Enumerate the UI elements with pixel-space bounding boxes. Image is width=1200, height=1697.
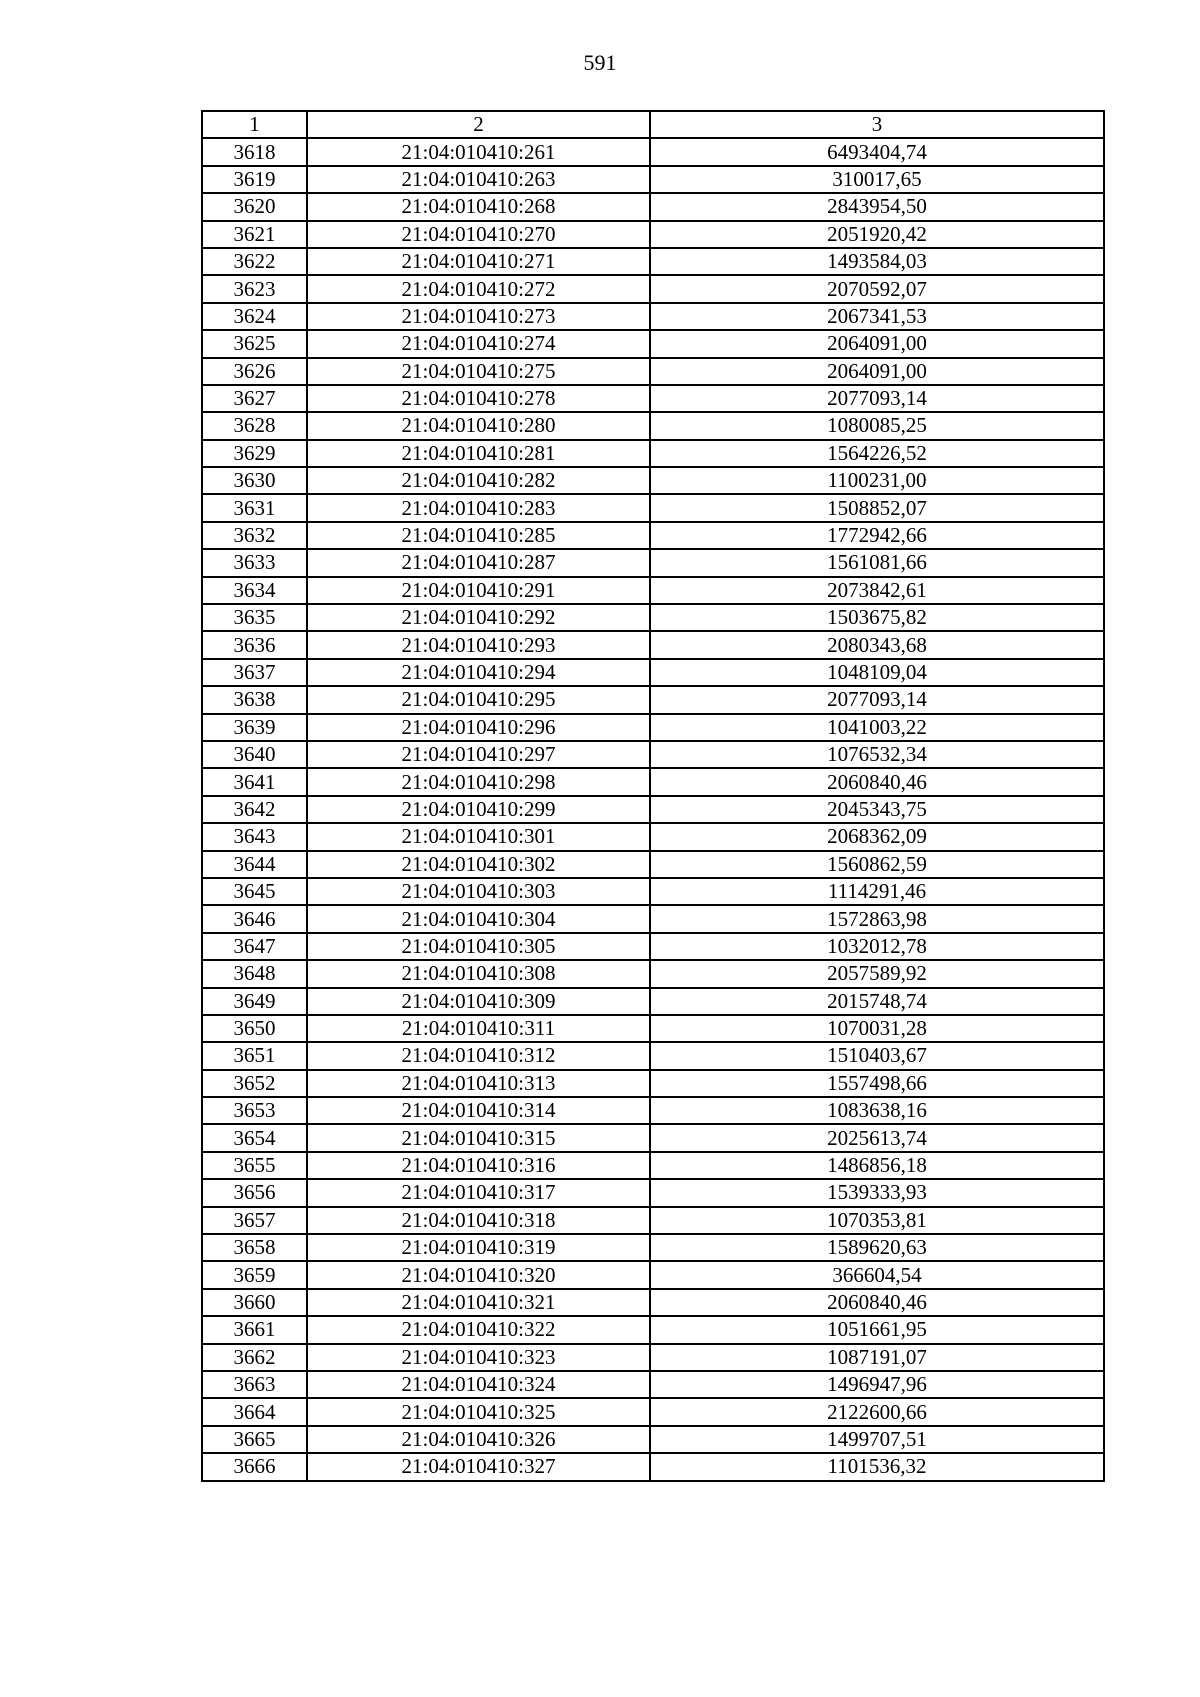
row-number: 3646 bbox=[202, 905, 307, 932]
cadastral-value: 1051661,95 bbox=[650, 1316, 1104, 1343]
row-number: 3665 bbox=[202, 1426, 307, 1453]
cadastral-value: 1493584,03 bbox=[650, 248, 1104, 275]
table-row bbox=[202, 796, 1104, 823]
cadastral-number: 21:04:010410:323 bbox=[307, 1344, 650, 1371]
row-number: 3649 bbox=[202, 988, 307, 1015]
row-number: 3619 bbox=[202, 166, 307, 193]
table-row bbox=[202, 878, 1104, 905]
cadastral-value: 2051920,42 bbox=[650, 221, 1104, 248]
row-number: 3650 bbox=[202, 1015, 307, 1042]
row-number: 3653 bbox=[202, 1097, 307, 1124]
cadastral-number: 21:04:010410:326 bbox=[307, 1426, 650, 1453]
cadastral-number: 21:04:010410:298 bbox=[307, 768, 650, 795]
cadastral-number: 21:04:010410:261 bbox=[307, 138, 650, 165]
table-row bbox=[202, 768, 1104, 795]
table-row bbox=[202, 686, 1104, 713]
row-number: 3634 bbox=[202, 577, 307, 604]
table-row bbox=[202, 1042, 1104, 1069]
table-row bbox=[202, 303, 1104, 330]
cadastral-value: 1486856,18 bbox=[650, 1152, 1104, 1179]
row-number: 3623 bbox=[202, 275, 307, 302]
row-number: 3626 bbox=[202, 358, 307, 385]
cadastral-number: 21:04:010410:308 bbox=[307, 960, 650, 987]
table-row bbox=[202, 138, 1104, 165]
table-row bbox=[202, 1289, 1104, 1316]
cadastral-value: 2843954,50 bbox=[650, 193, 1104, 220]
column-header-value: 3 bbox=[650, 111, 1104, 138]
cadastral-number: 21:04:010410:278 bbox=[307, 385, 650, 412]
cadastral-number: 21:04:010410:317 bbox=[307, 1179, 650, 1206]
cadastral-value: 1564226,52 bbox=[650, 440, 1104, 467]
cadastral-value: 2077093,14 bbox=[650, 385, 1104, 412]
table-row bbox=[202, 1344, 1104, 1371]
cadastral-value: 310017,65 bbox=[650, 166, 1104, 193]
cadastral-number: 21:04:010410:309 bbox=[307, 988, 650, 1015]
cadastral-number: 21:04:010410:325 bbox=[307, 1398, 650, 1425]
cadastral-number: 21:04:010410:291 bbox=[307, 577, 650, 604]
row-number: 3636 bbox=[202, 631, 307, 658]
cadastral-number: 21:04:010410:303 bbox=[307, 878, 650, 905]
row-number: 3629 bbox=[202, 440, 307, 467]
row-number: 3663 bbox=[202, 1371, 307, 1398]
table-row bbox=[202, 851, 1104, 878]
table-row bbox=[202, 714, 1104, 741]
cadastral-number: 21:04:010410:320 bbox=[307, 1261, 650, 1288]
cadastral-number: 21:04:010410:302 bbox=[307, 851, 650, 878]
table-row bbox=[202, 960, 1104, 987]
row-number: 3637 bbox=[202, 659, 307, 686]
row-number: 3648 bbox=[202, 960, 307, 987]
row-number: 3655 bbox=[202, 1152, 307, 1179]
cadastral-number: 21:04:010410:285 bbox=[307, 522, 650, 549]
cadastral-number: 21:04:010410:304 bbox=[307, 905, 650, 932]
row-number: 3652 bbox=[202, 1070, 307, 1097]
row-number: 3624 bbox=[202, 303, 307, 330]
table-row bbox=[202, 604, 1104, 631]
cadastral-number: 21:04:010410:322 bbox=[307, 1316, 650, 1343]
cadastral-number: 21:04:010410:273 bbox=[307, 303, 650, 330]
row-number: 3647 bbox=[202, 933, 307, 960]
row-number: 3645 bbox=[202, 878, 307, 905]
row-number: 3633 bbox=[202, 549, 307, 576]
cadastral-value: 1572863,98 bbox=[650, 905, 1104, 932]
row-number: 3642 bbox=[202, 796, 307, 823]
table-row bbox=[202, 522, 1104, 549]
row-number: 3644 bbox=[202, 851, 307, 878]
cadastral-number: 21:04:010410:271 bbox=[307, 248, 650, 275]
table-row bbox=[202, 358, 1104, 385]
cadastral-value: 6493404,74 bbox=[650, 138, 1104, 165]
cadastral-number: 21:04:010410:313 bbox=[307, 1070, 650, 1097]
cadastral-number: 21:04:010410:295 bbox=[307, 686, 650, 713]
table-row bbox=[202, 659, 1104, 686]
cadastral-number: 21:04:010410:272 bbox=[307, 275, 650, 302]
cadastral-value: 1589620,63 bbox=[650, 1234, 1104, 1261]
cadastral-value: 1041003,22 bbox=[650, 714, 1104, 741]
row-number: 3621 bbox=[202, 221, 307, 248]
column-header-number: 1 bbox=[202, 111, 307, 138]
row-number: 3627 bbox=[202, 385, 307, 412]
cadastral-value: 2015748,74 bbox=[650, 988, 1104, 1015]
table-row bbox=[202, 1234, 1104, 1261]
table-row bbox=[202, 549, 1104, 576]
table-row bbox=[202, 1371, 1104, 1398]
table-row bbox=[202, 631, 1104, 658]
cadastral-number: 21:04:010410:292 bbox=[307, 604, 650, 631]
cadastral-value: 2080343,68 bbox=[650, 631, 1104, 658]
cadastral-number: 21:04:010410:263 bbox=[307, 166, 650, 193]
row-number: 3643 bbox=[202, 823, 307, 850]
cadastral-value: 1032012,78 bbox=[650, 933, 1104, 960]
table-row bbox=[202, 741, 1104, 768]
row-number: 3628 bbox=[202, 412, 307, 439]
cadastral-value: 2077093,14 bbox=[650, 686, 1104, 713]
table-row bbox=[202, 248, 1104, 275]
row-number: 3658 bbox=[202, 1234, 307, 1261]
cadastral-value: 2122600,66 bbox=[650, 1398, 1104, 1425]
page-number: 591 bbox=[583, 50, 617, 75]
cadastral-number: 21:04:010410:315 bbox=[307, 1124, 650, 1151]
cadastral-number: 21:04:010410:274 bbox=[307, 330, 650, 357]
cadastral-value: 1561081,66 bbox=[650, 549, 1104, 576]
table-header-row bbox=[202, 111, 1104, 138]
row-number: 3654 bbox=[202, 1124, 307, 1151]
cadastral-number: 21:04:010410:287 bbox=[307, 549, 650, 576]
cadastral-value: 1083638,16 bbox=[650, 1097, 1104, 1124]
row-number: 3651 bbox=[202, 1042, 307, 1069]
cadastral-value: 1510403,67 bbox=[650, 1042, 1104, 1069]
cadastral-value: 2045343,75 bbox=[650, 796, 1104, 823]
table-body bbox=[202, 111, 1104, 1481]
table-row bbox=[202, 1097, 1104, 1124]
table-row bbox=[202, 823, 1104, 850]
cadastral-number: 21:04:010410:296 bbox=[307, 714, 650, 741]
table-row bbox=[202, 275, 1104, 302]
row-number: 3664 bbox=[202, 1398, 307, 1425]
table-row bbox=[202, 1207, 1104, 1234]
row-number: 3661 bbox=[202, 1316, 307, 1343]
table-row bbox=[202, 905, 1104, 932]
table-row bbox=[202, 412, 1104, 439]
cadastral-value: 2070592,07 bbox=[650, 275, 1104, 302]
cadastral-value: 366604,54 bbox=[650, 1261, 1104, 1288]
table-row bbox=[202, 330, 1104, 357]
cadastral-value: 2025613,74 bbox=[650, 1124, 1104, 1151]
row-number: 3622 bbox=[202, 248, 307, 275]
table-row bbox=[202, 1453, 1104, 1480]
cadastral-value: 1070353,81 bbox=[650, 1207, 1104, 1234]
cadastral-value: 1114291,46 bbox=[650, 878, 1104, 905]
cadastral-value: 2064091,00 bbox=[650, 358, 1104, 385]
table-row bbox=[202, 577, 1104, 604]
cadastral-value: 1496947,96 bbox=[650, 1371, 1104, 1398]
row-number: 3640 bbox=[202, 741, 307, 768]
cadastral-number: 21:04:010410:319 bbox=[307, 1234, 650, 1261]
row-number: 3638 bbox=[202, 686, 307, 713]
cadastral-number: 21:04:010410:294 bbox=[307, 659, 650, 686]
cadastral-number: 21:04:010410:281 bbox=[307, 440, 650, 467]
cadastral-number: 21:04:010410:275 bbox=[307, 358, 650, 385]
row-number: 3662 bbox=[202, 1344, 307, 1371]
table-row bbox=[202, 1124, 1104, 1151]
table-row bbox=[202, 1316, 1104, 1343]
table-row bbox=[202, 193, 1104, 220]
cadastral-number: 21:04:010410:283 bbox=[307, 494, 650, 521]
row-number: 3632 bbox=[202, 522, 307, 549]
cadastral-value-table bbox=[201, 110, 1105, 1482]
cadastral-number: 21:04:010410:299 bbox=[307, 796, 650, 823]
table-row bbox=[202, 440, 1104, 467]
cadastral-value: 1080085,25 bbox=[650, 412, 1104, 439]
row-number: 3657 bbox=[202, 1207, 307, 1234]
table-row bbox=[202, 1398, 1104, 1425]
table-row bbox=[202, 1179, 1104, 1206]
cadastral-value: 1560862,59 bbox=[650, 851, 1104, 878]
row-number: 3666 bbox=[202, 1453, 307, 1480]
cadastral-value: 1101536,32 bbox=[650, 1453, 1104, 1480]
cadastral-number: 21:04:010410:293 bbox=[307, 631, 650, 658]
cadastral-value: 1508852,07 bbox=[650, 494, 1104, 521]
cadastral-number: 21:04:010410:297 bbox=[307, 741, 650, 768]
cadastral-value: 1087191,07 bbox=[650, 1344, 1104, 1371]
cadastral-value: 1100231,00 bbox=[650, 467, 1104, 494]
cadastral-value: 2067341,53 bbox=[650, 303, 1104, 330]
table-row bbox=[202, 933, 1104, 960]
row-number: 3635 bbox=[202, 604, 307, 631]
cadastral-value: 2073842,61 bbox=[650, 577, 1104, 604]
cadastral-number: 21:04:010410:316 bbox=[307, 1152, 650, 1179]
table-row bbox=[202, 467, 1104, 494]
column-header-cadastral-number: 2 bbox=[307, 111, 650, 138]
cadastral-value: 1048109,04 bbox=[650, 659, 1104, 686]
cadastral-number: 21:04:010410:312 bbox=[307, 1042, 650, 1069]
row-number: 3656 bbox=[202, 1179, 307, 1206]
table-row bbox=[202, 1152, 1104, 1179]
row-number: 3630 bbox=[202, 467, 307, 494]
cadastral-number: 21:04:010410:268 bbox=[307, 193, 650, 220]
cadastral-number: 21:04:010410:305 bbox=[307, 933, 650, 960]
cadastral-value: 1503675,82 bbox=[650, 604, 1104, 631]
cadastral-value: 2068362,09 bbox=[650, 823, 1104, 850]
row-number: 3641 bbox=[202, 768, 307, 795]
table-row bbox=[202, 166, 1104, 193]
cadastral-value: 1076532,34 bbox=[650, 741, 1104, 768]
cadastral-value: 2064091,00 bbox=[650, 330, 1104, 357]
table-row bbox=[202, 221, 1104, 248]
row-number: 3659 bbox=[202, 1261, 307, 1288]
row-number: 3620 bbox=[202, 193, 307, 220]
cadastral-number: 21:04:010410:311 bbox=[307, 1015, 650, 1042]
cadastral-value: 1772942,66 bbox=[650, 522, 1104, 549]
row-number: 3618 bbox=[202, 138, 307, 165]
cadastral-number: 21:04:010410:321 bbox=[307, 1289, 650, 1316]
cadastral-value: 2060840,46 bbox=[650, 768, 1104, 795]
row-number: 3639 bbox=[202, 714, 307, 741]
cadastral-number: 21:04:010410:282 bbox=[307, 467, 650, 494]
cadastral-value: 1557498,66 bbox=[650, 1070, 1104, 1097]
cadastral-number: 21:04:010410:301 bbox=[307, 823, 650, 850]
cadastral-number: 21:04:010410:327 bbox=[307, 1453, 650, 1480]
cadastral-value: 2057589,92 bbox=[650, 960, 1104, 987]
cadastral-number: 21:04:010410:324 bbox=[307, 1371, 650, 1398]
table-row bbox=[202, 1261, 1104, 1288]
cadastral-number: 21:04:010410:314 bbox=[307, 1097, 650, 1124]
cadastral-value: 1070031,28 bbox=[650, 1015, 1104, 1042]
table-row bbox=[202, 494, 1104, 521]
table-row bbox=[202, 1426, 1104, 1453]
row-number: 3625 bbox=[202, 330, 307, 357]
table-row bbox=[202, 385, 1104, 412]
cadastral-value: 2060840,46 bbox=[650, 1289, 1104, 1316]
cadastral-value: 1499707,51 bbox=[650, 1426, 1104, 1453]
table-row bbox=[202, 1015, 1104, 1042]
cadastral-number: 21:04:010410:280 bbox=[307, 412, 650, 439]
cadastral-number: 21:04:010410:318 bbox=[307, 1207, 650, 1234]
table-row bbox=[202, 988, 1104, 1015]
cadastral-value: 1539333,93 bbox=[650, 1179, 1104, 1206]
table-row bbox=[202, 1070, 1104, 1097]
row-number: 3660 bbox=[202, 1289, 307, 1316]
cadastral-number: 21:04:010410:270 bbox=[307, 221, 650, 248]
row-number: 3631 bbox=[202, 494, 307, 521]
